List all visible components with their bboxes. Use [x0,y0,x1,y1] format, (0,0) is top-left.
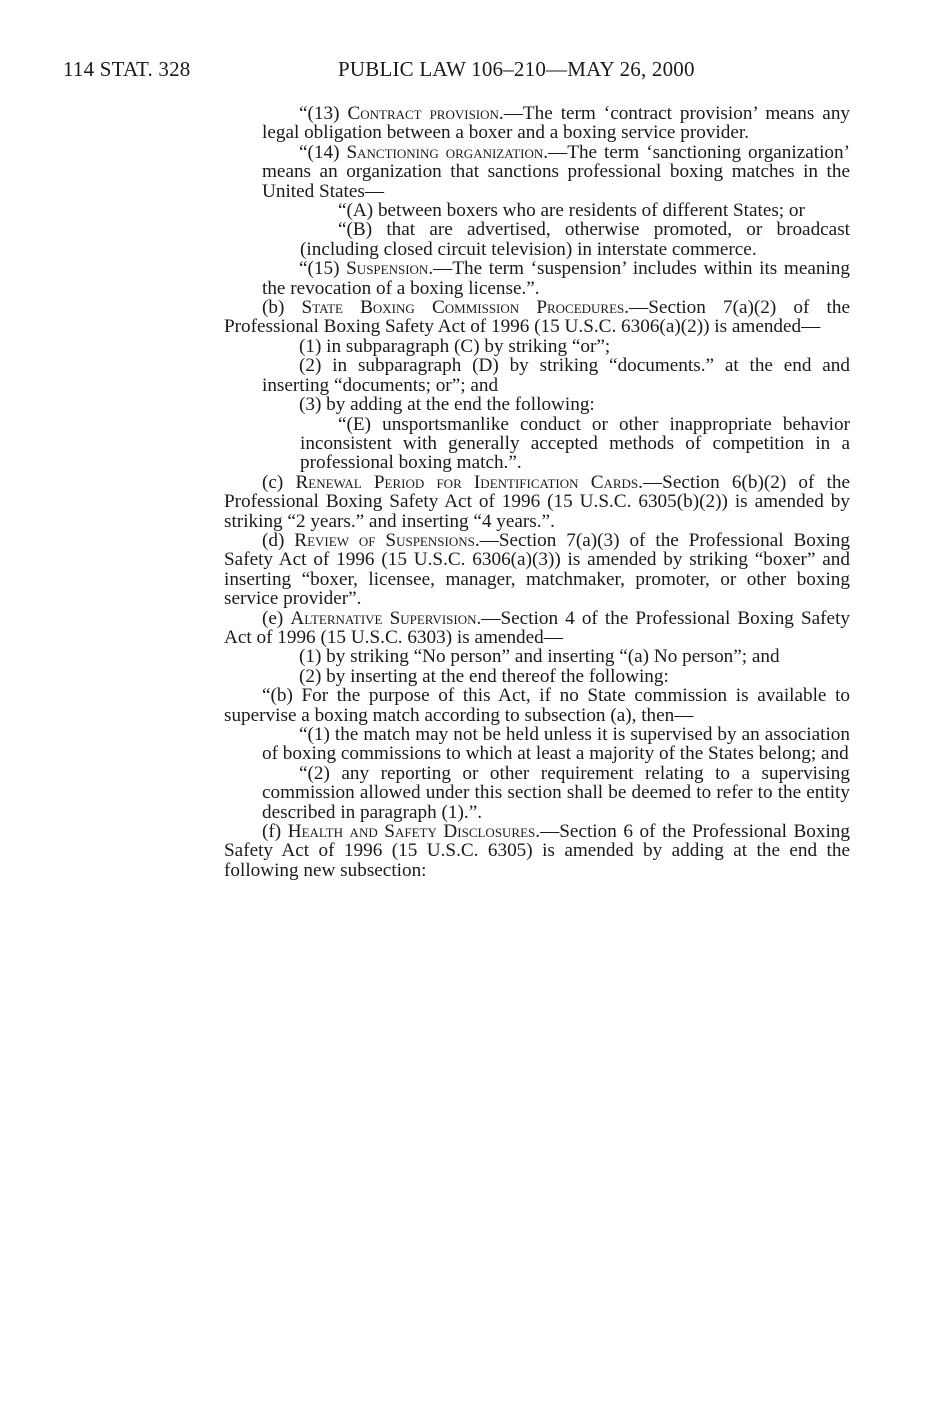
paragraph-15: “(15) Suspension.—The term ‘suspension’ includes within its meaning the revocation of a boxing license.”. [262,258,850,299]
subsection-b-item-2: (2) in subparagraph (D) by striking “documents.” at the end and inserting “documents; or”; and [262,355,850,396]
subsection-e-inserted-b: “(b) For the purpose of this Act, if no State commission is available to supervise a boxing match according to subsection (a), then— [224,685,850,726]
subsection-b-item-e: “(E) unsportsmanlike conduct or other inappropriate behavior inconsistent with generally accepted methods of competition in a professional boxing match.”. [300,413,850,474]
subsection-e-item-1: (1) by striking “No person” and inserting “(a) No person”; and [299,646,780,668]
statute-body [224,104,850,880]
subsection-b-item-3: (3) by adding at the end the following: [299,394,595,416]
subsection-e-item-2: (2) by inserting at the end thereof the following: [299,665,669,687]
subsection-e-inserted-b-1: “(1) the match may not be held unless it is supervised by an association of boxing commissions to which at least a majority of the States belong; and [262,724,850,765]
subsection-b: (b) State Boxing Commission Procedures.—Section 7(a)(2) of the Professional Boxing Safety Act of 1996 (15 U.S.C. 6306(a)(2)) is amended— [224,297,850,338]
subsection-d: (d) Review of Suspensions.—Section 7(a)(3) of the Professional Boxing Safety Act of 1996 (15 U.S.C. 6306(a)(3)) is amended by striking “boxer” and inserting “boxer, licensee, manager, matchmaker, promoter, or other boxing service provider”. [224,529,850,610]
subsection-c: (c) Renewal Period for Identification Cards.—Section 6(b)(2) of the Professional Boxing Safety Act of 1996 (15 U.S.C. 6305(b)(2)) is amended by striking “2 years.” and inserting “4 years.”. [224,471,851,532]
subsection-b-item-1: (1) in subparagraph (C) by striking “or”; [299,335,611,357]
paragraph-13: “(13) Contract provision.—The term ‘contract provision’ means any legal obligation between a boxer and a boxing service provider. [262,103,851,144]
subsection-e-inserted-b-2: “(2) any reporting or other requirement relating to a supervising commission allowed under this section shall be deemed to refer to the entity described in paragraph (1).”. [262,762,850,823]
page-stat-reference: 114 STAT. 328 [63,57,191,81]
paragraph-14-b: “(B) that are advertised, otherwise promoted, or broadcast (including closed circuit television) in interstate commerce. [300,219,850,260]
subsection-e: (e) Alternative Supervision.—Section 4 of the Professional Boxing Safety Act of 1996 (15 U.S.C. 6303) is amended— [224,607,850,648]
subsection-f: (f) Health and Safety Disclosures.—Section 6 of the Professional Boxing Safety Act of 1996 (15 U.S.C. 6305) is amended by adding at the end the following new subsection: [224,821,850,881]
paragraph-14: “(14) Sanctioning organization.—The term ‘sanctioning organization’ means an organization that sanctions professional boxing matches in the United States— [262,141,851,202]
running-header: PUBLIC LAW 106–210—MAY 26, 2000 [338,57,695,81]
paragraph-14-a: “(A) between boxers who are residents of different States; or [338,200,805,222]
